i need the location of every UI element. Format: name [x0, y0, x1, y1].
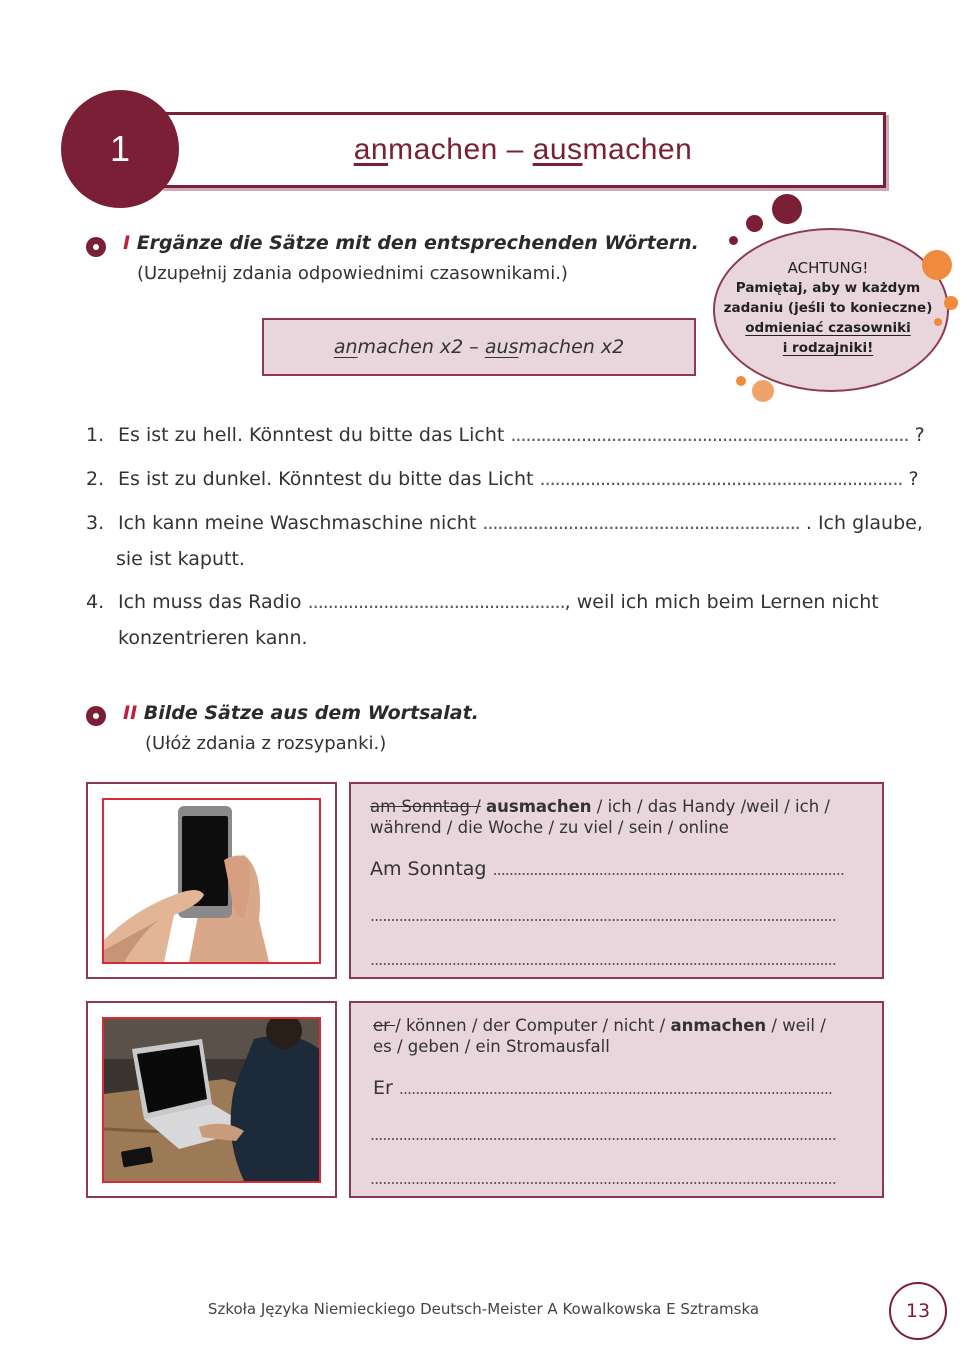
blank-line[interactable]: ................................................... — [307, 591, 565, 613]
phone-photo — [102, 798, 321, 964]
page-number: 13 — [889, 1282, 947, 1340]
answer-line-3[interactable]: .................................................................................................................. — [370, 1169, 836, 1188]
blank-line[interactable]: ............................................................................... — [510, 424, 909, 446]
decor-dot-icon — [729, 236, 738, 245]
decor-dot-icon — [934, 318, 942, 326]
section1-instruction: I Ergänze die Sätze mit den entsprechenden Wörtern. — [123, 232, 699, 254]
decor-dot-icon — [752, 380, 774, 402]
word-box — [262, 318, 696, 376]
sentence-2: 2. Es ist zu dunkel. Könntest du bitte das Licht ........................................................................ ? — [86, 468, 919, 490]
answer-line-3[interactable]: .................................................................................................................. — [370, 950, 836, 969]
decor-dot-icon — [772, 194, 802, 224]
decor-dot-icon — [736, 376, 746, 386]
word-box-text: anmachen x2 – ausmachen x2 — [333, 336, 625, 358]
section2-subtitle: (Ułóż zdania z rozsypanki.) — [145, 733, 387, 754]
sentence-4-continued: konzentrieren kann. — [118, 627, 308, 649]
sentence-3-continued: sie ist kaputt. — [116, 548, 245, 570]
blank-line[interactable]: ........................................................................ — [539, 468, 903, 490]
footer-text: Szkoła Języka Niemieckiego Deutsch-Meister A Kowalkowska E Sztramska — [207, 1300, 760, 1318]
word-salad-1: am Sonntag / ausmachen / ich / das Handy /weil / ich / während / die Woche / zu viel / sein / online — [370, 797, 830, 837]
bullet-icon — [86, 237, 106, 257]
exercise-box-1 — [349, 782, 884, 979]
achtung-text: ACHTUNG! Pamiętaj, aby w każdym zadaniu (jeśli to konieczne) odmieniać czasowniki i rodzajniki! — [723, 259, 933, 356]
image-frame — [86, 1001, 337, 1198]
sentence-1: 1. Es ist zu hell. Könntest du bitte das Licht ............................................................................... ? — [86, 424, 925, 446]
blank-line[interactable]: ............................................................... — [482, 512, 800, 534]
sentence-3: 3. Ich kann meine Waschmaschine nicht ............................................................... . Ich glaube, — [86, 512, 923, 534]
sentence-4: 4. Ich muss das Radio ..................................................., weil ich mich beim Lernen nicht — [86, 591, 879, 613]
page-title: anmachen – ausmachen — [353, 133, 693, 166]
laptop-image — [104, 1019, 319, 1181]
exercise-number-badge: 1 — [61, 90, 179, 208]
image-frame — [86, 782, 337, 979]
answer-line-1[interactable]: Er .......................................................................................................... — [373, 1077, 832, 1099]
title-box — [160, 112, 886, 188]
laptop-photo — [102, 1017, 321, 1183]
decor-dot-icon — [746, 215, 763, 232]
answer-line-2[interactable]: .................................................................................................................. — [370, 1125, 836, 1144]
word-salad-2: er / können / der Computer / nicht / anmachen / weil / es / geben / ein Stromausfall — [373, 1016, 826, 1056]
exercise-box-2 — [349, 1001, 884, 1198]
phone-hand-image — [104, 800, 319, 962]
section1-subtitle: (Uzupełnij zdania odpowiednimi czasownikami.) — [137, 263, 568, 284]
decor-dot-icon — [944, 296, 958, 310]
answer-line-1[interactable]: Am Sonntag ...................................................................................... — [370, 858, 844, 880]
section2-instruction: II Bilde Sätze aus dem Wortsalat. — [123, 702, 479, 724]
bullet-icon — [86, 706, 106, 726]
answer-line-2[interactable]: .................................................................................................................. — [370, 906, 836, 925]
